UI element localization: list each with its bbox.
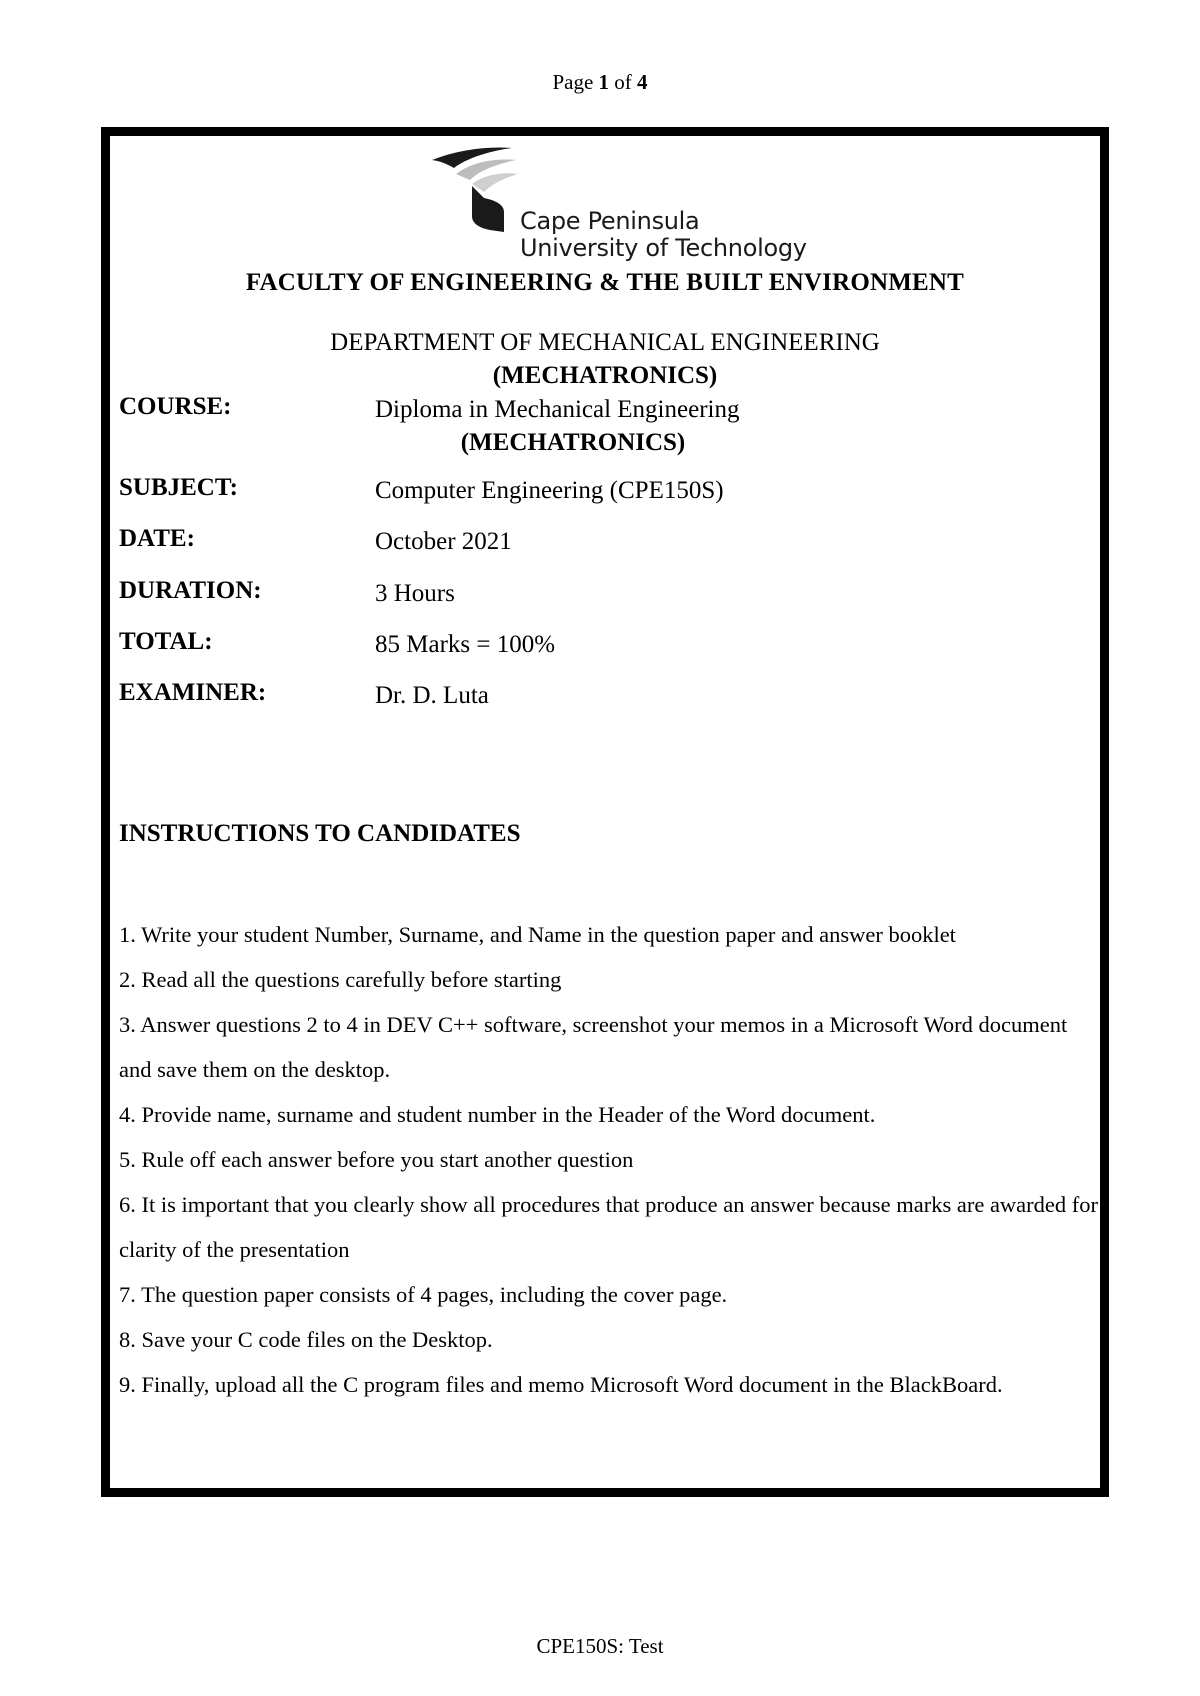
logo-line-1: Cape Peninsula (520, 207, 700, 235)
instruction-item-7: 7. The question paper consists of 4 pages, including the cover page. (119, 1282, 728, 1307)
date-value: October 2021 (375, 528, 512, 555)
logo-text (520, 208, 807, 262)
university-logo (432, 146, 812, 266)
instruction-item-1: 1. Write your student Number, Surname, and Name in the question paper and answer booklet (119, 922, 956, 947)
page-footer: CPE150S: Test (536, 1634, 664, 1658)
instructions-list (119, 912, 1099, 1407)
examiner-value: Dr. D. Luta (375, 682, 489, 709)
instruction-item-6: 6. It is important that you clearly show all procedures that produce an answer because marks are awarded for clarity of the presentation (119, 1192, 1099, 1262)
page-current: 1 (598, 70, 610, 94)
instruction-item-2: 2. Read all the questions carefully before starting (119, 967, 562, 992)
duration-value: 3 Hours (375, 580, 455, 607)
subject-value: Computer Engineering (CPE150S) (375, 477, 724, 504)
instruction-item-8: 8. Save your C code files on the Desktop. (119, 1327, 493, 1352)
department-sub: (MECHATRONICS) (492, 362, 718, 389)
total-value: 85 Marks = 100% (375, 631, 556, 658)
total-label: TOTAL: (119, 628, 213, 655)
course-sub: (MECHATRONICS) (460, 429, 686, 456)
page-total: 4 (637, 70, 648, 94)
duration-label: DURATION: (119, 577, 262, 604)
faculty-title: FACULTY OF ENGINEERING & THE BUILT ENVIRONMENT (245, 269, 965, 296)
course-label: COURSE: (119, 393, 232, 420)
page-number (0, 70, 1200, 95)
examiner-label: EXAMINER: (119, 679, 267, 706)
course-value-block (375, 393, 771, 459)
course-value: Diploma in Mechanical Engineering (375, 396, 740, 423)
instruction-item-3: 3. Answer questions 2 to 4 in DEV C++ software, screenshot your memos in a Microsoft Word document and save them on the desktop. (119, 1012, 1068, 1082)
department-title (110, 326, 1100, 392)
page-of: of (614, 70, 632, 94)
instructions-heading: INSTRUCTIONS TO CANDIDATES (119, 820, 521, 847)
date-label: DATE: (119, 525, 195, 552)
instruction-item-4: 4. Provide name, surname and student number in the Header of the Word document. (119, 1102, 876, 1127)
logo-line-2: University of Technology (520, 234, 807, 262)
subject-label: SUBJECT: (119, 474, 239, 501)
page-label: Page (552, 70, 594, 94)
instruction-item-9: 9. Finally, upload all the C program files and memo Microsoft Word document in the BlackBoard. (119, 1372, 1003, 1397)
instruction-item-5: 5. Rule off each answer before you start another question (119, 1147, 634, 1172)
cover-frame (101, 127, 1109, 1497)
cput-wave-logo-icon (432, 146, 522, 256)
department-name: DEPARTMENT OF MECHANICAL ENGINEERING (330, 329, 880, 356)
